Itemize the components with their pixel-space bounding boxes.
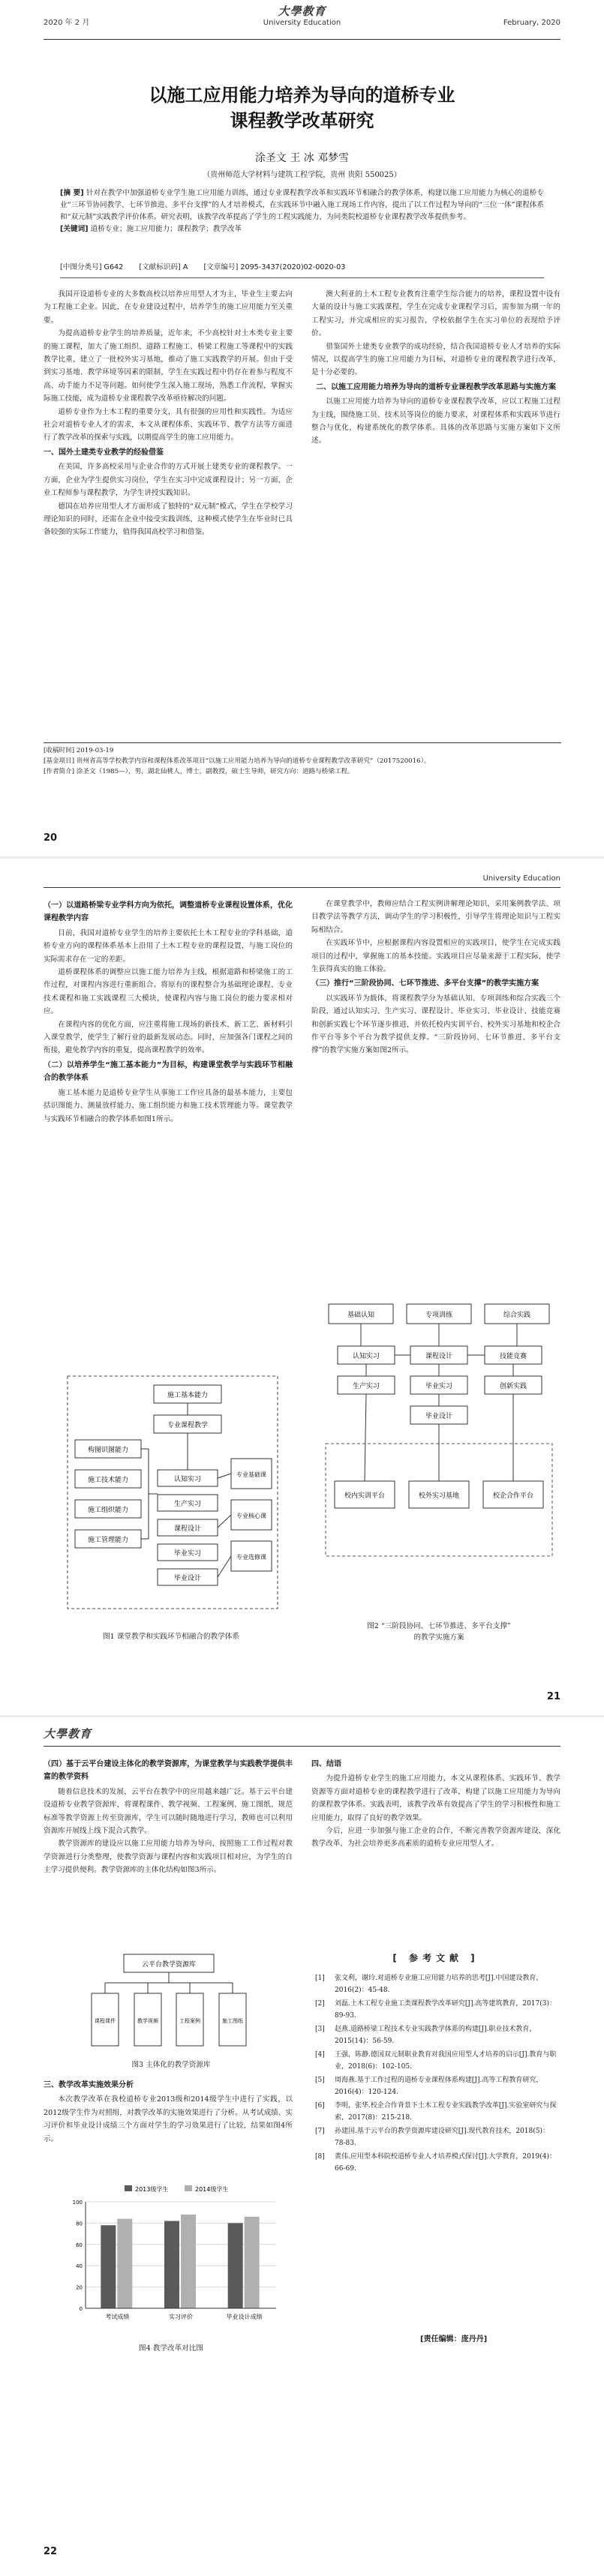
- reference-number: [7]: [315, 2128, 325, 2135]
- reference-number: [6]: [315, 2102, 325, 2110]
- x-axis-ticks: [105, 2313, 262, 2320]
- reference-item: [315, 1972, 559, 1996]
- reference-number: [1]: [315, 1975, 325, 1982]
- reference-item: [315, 2074, 559, 2098]
- references-list: [315, 1972, 559, 2176]
- body-paragraph: 在课堂教学中，教师应结合工程实例讲解理论知识，采用案例教学法、项目教学法等教学方法，调动学生的学习积极性，引导学生将理论知识与工程实际相结合。: [311, 900, 560, 934]
- fig2-mid-box: 毕业设计: [425, 1413, 453, 1420]
- body-paragraph: 为提升道桥专业学生的施工应用能力，本文从课程体系、实践环节、教学资源等方面对道桥专业的课程教学进行了改革，构建了以施工应用能力为导向的课程教学体系。实践表明，该教学改革有效提高了学生的学习积极性和施工应用能力，取得了良好的教学效果。: [311, 1774, 560, 1822]
- bar-2-1: [117, 2219, 132, 2308]
- body-paragraph: 以实践环节为载体，将课程教学分为基础认知、专项训练和综合实践三个阶段，通过认知实习、生产实习、课程设计、毕业实习、毕业设计、技能竞赛和创新实践七个环节逐步推进，并依托校内实训平台、校外实习基地和校企合作平台等多个平台为教学提供支撑。“三阶段协同、七环节推进、多平台支撑”的教学实施方案如图2所示。: [311, 994, 560, 1055]
- fig2-bottom-box: 校内实训平台: [344, 1492, 386, 1500]
- fig2-mid-box: 技能竞赛: [499, 1353, 527, 1360]
- reference-item: [315, 1998, 559, 2022]
- footnote-received: [收稿时间] 2019-03-19: [44, 747, 114, 754]
- bar-1-2: [164, 2221, 179, 2308]
- legend-label-2: 2014级学生: [195, 2186, 229, 2193]
- fig2-top-box: 综合实践: [503, 1312, 531, 1319]
- footnote-author: [作者简介] 涂圣文（1985—），男，湖北仙桃人，博士，副教授，硕士生导师，研究方向：道路与桥梁工程。: [44, 768, 354, 775]
- y-tick-label: 80: [76, 2221, 83, 2227]
- chart-legend: [125, 2185, 228, 2193]
- keywords-text: 道桥专业；施工应用能力；课程教学；教学改革: [90, 225, 242, 233]
- figure-1-diagram: [53, 1369, 293, 1624]
- body-left-column-mid: [44, 2077, 293, 2175]
- y-tick-label: 40: [76, 2263, 83, 2270]
- body-paragraph: 为提高道桥专业学生的培养质量，近年来，不少高校针对土木类专业主要的施工课程，加大了施工组织、道路工程施工、桥梁工程施工等课程中的实践教学比重，建立了一批校外实习基地，推动了施工实践教学的开展。但由于受到实习基地、教学环境等因素的限制，学生在实践过程中仍存在着参与程度不高、动手能力不足等问题。如何使学生深入施工现场，熟悉工作流程，掌握实际施工技能，成为道桥专业课程教学改革亟待解决的问题。: [44, 329, 293, 403]
- journal-page-20: [0, 0, 604, 859]
- bar-1-3: [228, 2223, 243, 2308]
- references-heading-text: 参考文献: [408, 1953, 463, 1963]
- reference-item: [315, 2100, 559, 2124]
- body-paragraph: 施工基本能力是道桥专业学生从事施工工作应具备的最基本能力，主要包括识图能力、测量放样能力、施工组织能力和施工技术管理能力等。课堂教学与实践环节相融合的教学体系如图1所示。: [44, 1088, 293, 1123]
- keywords-label: [关键词]: [60, 225, 89, 233]
- fig1-left-box: 施工组织能力: [87, 1507, 129, 1514]
- journal-logo: 大學教育: [278, 4, 326, 18]
- fig1-mid-box: 认知实习: [173, 1476, 202, 1483]
- abstract: [60, 187, 544, 235]
- fig3-box: 施工图纸: [222, 2018, 243, 2024]
- body-paragraph: 今后，应进一步加强与施工企业的合作，不断完善教学资源库建设，深化教学改革，为社会培养更多高素质的道桥专业应用型人才。: [311, 1827, 560, 1849]
- y-axis-ticks: [73, 2200, 83, 2312]
- reference-text: 周海燕.基于工作过程的道桥专业课程体系构建[J].高等工程教育研究，2016(4)：120-124.: [335, 2077, 543, 2096]
- fig1-right-box: 专业基础课: [236, 1471, 266, 1478]
- fig2-top-box: 基础认知: [347, 1312, 375, 1319]
- figure-1-caption: 图1 课堂教学和实践环节相融合的教学体系: [103, 1633, 239, 1641]
- figure-2-caption: [311, 1621, 566, 1643]
- fig1-mid-group: [158, 1470, 218, 1585]
- doc-code: [文献标识码] A: [139, 263, 188, 271]
- page-number: 21: [546, 1691, 560, 1702]
- fig1-mid-box: 课程设计: [173, 1525, 202, 1533]
- bar-1-1: [101, 2225, 116, 2308]
- subsection-heading-b: （二）以培养学生“施工基本能力”为目标，构建课堂教学与实践环节相融合的教学体系: [44, 1060, 293, 1083]
- fig2-top-row: [329, 1304, 549, 1324]
- body-left-column: [44, 288, 293, 738]
- body-paragraph: 以施工应用能力培养为导向的道桥专业课程教学改革，应以工程施工过程为主线，围绕施工员、技术员等岗位的能力要求，对课程体系和实践环节进行整合与优化，构建系统化的教学体系。具体的改革思路与实施方案如下文所述。: [311, 397, 560, 445]
- x-tick-label: 毕业设计成绩: [226, 2314, 263, 2320]
- fig1-mid-box: 毕业设计: [173, 1575, 202, 1582]
- reference-item: [315, 2023, 559, 2047]
- references-heading: [ 参考文献 ]: [392, 1953, 479, 1963]
- fig3-leaf-row: [92, 1993, 246, 2046]
- fig2-top-box: 专项训练: [425, 1312, 453, 1319]
- fig1-left-box: 施工技术能力: [87, 1477, 129, 1484]
- title-line-2: 课程教学改革研究: [230, 110, 374, 131]
- reference-text: 黄伟.应用型本科院校道桥专业人才培养模式探讨[J].大学教育，2019(4)：66-69.: [335, 2153, 557, 2173]
- fig1-right-group: [231, 1459, 272, 1571]
- body-paragraph: 教学资源库的建设应以施工应用能力培养为导向，按照施工工作过程对教学资源进行分类整理，使教学资源与课程内容和实践项目相对应，为学生的自主学习提供便利。教学资源库的主体化结构如图3所示。: [44, 1840, 293, 1875]
- journal-name-en: University Education: [482, 874, 560, 883]
- fig2-bottom-box: 校企合作平台: [492, 1492, 534, 1500]
- title-line-1: 以施工应用能力培养为导向的道桥专业: [149, 85, 455, 106]
- figure-2-caption-line-2: 的教学实施方案: [413, 1633, 464, 1642]
- bar-2-3: [245, 2217, 260, 2308]
- body-left-column-top: [44, 1756, 293, 1944]
- footnote: [44, 742, 561, 777]
- reference-item: [315, 2151, 559, 2175]
- body-paragraph: 澳大利亚的土木工程专业教育注重学生综合能力的培养，课程设置中设有大量的设计与施工实践课程，学生在完成专业课程学习后，需参加为期一年的工程实习，并完成相应的实习报告，学校依据学生在实习单位的表现给予评价。: [311, 290, 560, 338]
- fig2-mid-box: 毕业实习: [425, 1383, 453, 1390]
- reference-text: 李明，张华.校企合作背景下土木工程专业实践教学改革[J].实验室研究与探索，2017(8)：215-218.: [335, 2102, 557, 2122]
- reference-number: [5]: [315, 2077, 325, 2084]
- header-issue-en: February, 2020: [503, 19, 560, 27]
- y-tick-label: 100: [72, 2200, 83, 2206]
- page-header: [44, 866, 560, 884]
- article-title: [44, 82, 560, 133]
- body-right-column: [311, 898, 560, 1273]
- fig2-mid-box: 创新实践: [499, 1383, 527, 1390]
- reference-number: [4]: [315, 2051, 325, 2059]
- fig1-right-box: 专业选修课: [236, 1554, 266, 1561]
- reference-text: 赵燕.道路桥梁工程技术专业实践教学体系的构建[J].职业技术教育，2015(14)：56-59.: [335, 2026, 536, 2045]
- body-right-column: [311, 1756, 560, 1944]
- bar-chart: [59, 2181, 284, 2338]
- clc-number: [中图分类号] G642: [60, 263, 124, 271]
- article-authors: 涂圣文 王 冰 邓梦雪: [254, 152, 350, 164]
- body-paragraph: 借鉴国外土建类专业教学的成功经验，结合我国道桥专业人才培养的实际情况，以提高学生的施工应用能力为目标，对道桥专业的课程教学进行改革，是十分必要的。: [311, 342, 560, 377]
- figure-4-caption: 图4 教学改革对比图: [139, 2344, 203, 2353]
- fig2-mid-box: 生产实习: [352, 1383, 380, 1390]
- journal-name-en: University Education: [263, 19, 341, 27]
- section-heading-1: 一、国外土建类专业教学的经验借鉴: [44, 448, 164, 457]
- fig2-mid-box: 认知实习: [352, 1353, 380, 1360]
- abstract-label: [摘 要]: [60, 189, 84, 197]
- fig1-center-title: 施工基本能力: [167, 1392, 209, 1399]
- fig2-mid-column: [338, 1346, 542, 1424]
- body-right-column: [311, 288, 560, 738]
- fig3-connectors: [105, 1972, 233, 1993]
- fig2-bottom-box: 校外实习基地: [418, 1492, 460, 1500]
- footnote-fund: [基金项目] 贵州省高等学校教学内容和课程体系改革项目“以施工应用能力培养为导向的道桥专业课程教学改革研究”（2017520016）。: [44, 757, 431, 765]
- reference-text: 刘磊.土木工程专业施工类课程教学改革研究[J].高等建筑教育，2017(3)：89-93.: [335, 2000, 557, 2020]
- section-heading-2: 二、以施工应用能力培养为导向的道桥专业课程教学改革思路与实施方案: [316, 382, 556, 391]
- body-left-column: [44, 898, 293, 1355]
- y-tick-label: 0: [79, 2306, 83, 2312]
- journal-page-22: [0, 1717, 604, 2576]
- reference-number: [3]: [315, 2026, 325, 2033]
- legend-swatch-1: [125, 2185, 132, 2191]
- chart-bars: [101, 2215, 259, 2308]
- article-number: [文章编号] 2095-3437(2020)02-0020-03: [203, 263, 346, 271]
- page-number: 22: [44, 2546, 58, 2557]
- x-tick-label: 考试成绩: [105, 2314, 130, 2320]
- fig3-box: 工程案例: [179, 2018, 200, 2024]
- fig1-right-box: 专业核心课: [236, 1513, 266, 1519]
- reference-item: [315, 2049, 559, 2073]
- reference-number: [2]: [315, 2000, 325, 2008]
- journal-logo: 大學教育: [44, 1727, 92, 1741]
- body-paragraph: 德国在培养应用型人才方面形成了独特的“双元制”模式，学生在学校学习理论知识的同时，还需在企业中接受实践训练，这种模式使学生在毕业时已具备较强的实际工作能力，值得我国高校学习和借鉴。: [44, 502, 293, 537]
- page-header: [44, 1725, 560, 1743]
- body-paragraph: 随着信息技术的发展，云平台在教学中的应用越来越广泛。基于云平台建设道桥专业教学资源库，将课程课件、教学视频、工程案例、施工图纸、规范标准等教学资源上传至资源库，学生可以随时随地进行学习，教师也可以利用资源库开展线上线下混合式教学。: [44, 1787, 293, 1836]
- y-tick-label: 60: [76, 2242, 83, 2248]
- page-number: 20: [44, 832, 58, 844]
- reference-text: 孙建国.基于云平台的教学资源库建设研究[J].现代教育技术，2018(5)：78-83.: [335, 2128, 550, 2147]
- figure-1: [53, 1369, 293, 1624]
- figure-2-diagram: [315, 1294, 563, 1616]
- figure-2: [315, 1294, 563, 1616]
- bar-2-2: [181, 2215, 196, 2308]
- fig3-box: 教学视频: [137, 2018, 158, 2024]
- fig3-box: 课程课件: [95, 2018, 116, 2024]
- fig1-mid-top: 专业课程教学: [167, 1422, 209, 1429]
- header-rule: [44, 887, 560, 888]
- figure-4-chart: [59, 2181, 284, 2338]
- reference-text: 王强，陈静.德国双元制职业教育对我国应用型人才培养的启示[J].教育与职业，2018(6)：102-105.: [335, 2051, 557, 2071]
- reference-number: [8]: [315, 2153, 325, 2161]
- abstract-rule: [60, 277, 544, 278]
- header-rule: [44, 39, 560, 40]
- page-header: [44, 4, 560, 28]
- reference-item: [315, 2125, 559, 2149]
- fig3-top-box: 云平台教学资源库: [141, 1961, 197, 1969]
- abstract-text: 针对在教学中加强道桥专业学生施工应用能力训练，通过专业课程教学改革和实践环节相融合的教学体系，构建以施工应用能力为核心的道桥专业“三环节协同教学、七环节推进、多平台支撑”的人才培养模式，在实践环节中融入施工现场工作内容，提出了以工作过程为导向的“三位一体”课程体系和“双元制”实践教学评价体系。研究表明，该教学改革提高了学生的工程实践能力，为同类院校道桥专业课程教学改革提供参考。: [60, 189, 545, 221]
- subsection-heading-c: （三）推行“三阶段协同、七环节推进、多平台支撑”的教学实施方案: [311, 979, 539, 988]
- figure-2-caption-line-1: 图2 “三阶段协同、七环节推进、多平台支撑”: [367, 1622, 511, 1630]
- legend-swatch-2: [185, 2185, 192, 2191]
- legend-label-1: 2013级学生: [135, 2186, 169, 2193]
- body-paragraph: 目前，我国对道桥专业学生的培养主要依托土木工程专业的学科基础，道桥专业方向的课程体系基本上沿用了土木工程专业的课程设置，与施工岗位的实际需求存在一定的差距。: [44, 928, 293, 964]
- header-center: [44, 3, 560, 27]
- reference-text: 张文利，谢玲.对道桥专业施工应用能力培养的思考[J].中国建设教育，2016(2)：45-48.: [335, 1975, 543, 1994]
- article-meta: [60, 261, 544, 271]
- article-affiliation: （贵州师范大学材料与建筑工程学院，贵州 贵阳 550025）: [203, 171, 401, 179]
- figure-3-caption: 图3 主体化的教学资源库: [131, 2061, 211, 2069]
- figure-3-diagram: [83, 1950, 255, 2055]
- fig1-left-group: [75, 1440, 141, 1548]
- section-heading-4: 四、结语: [311, 1760, 341, 1768]
- body-paragraph: 道桥专业作为土木工程的重要分支，具有很强的应用性和实践性。为适应社会对道桥专业人才的需求，本文从课程体系、实践环节、教学方法等方面进行了教学改革的探索与实践，以期提高学生的施工应用能力。: [44, 407, 293, 442]
- y-tick-label: 20: [76, 2284, 83, 2291]
- figure-3: [83, 1950, 255, 2055]
- body-paragraph: 我国开设道桥专业的大多数高校以培养应用型人才为主，毕业生主要去向为工程施工企业。因此，在专业建设过程中，培养学生的施工应用能力至关重要。: [44, 290, 293, 325]
- subsection-heading-d: （四）基于云平台建设主体化的教学资源库，为课堂教学与实践教学提供丰富的教学资料: [44, 1760, 293, 1782]
- header-issue-cn: 2020 年 2 月: [44, 19, 90, 27]
- section-heading-3: 三、教学改革实施效果分析: [44, 2081, 134, 2089]
- body-paragraph: 道桥课程体系的调整应以施工能力培养为主线，根据道路和桥梁施工的工作过程，对课程内容进行重新组合。将原有的课程整合为基础理论课程、专业技术课程和施工实践课程三大模块，使课程内容与施工岗位的能力要求相对应。: [44, 968, 293, 1016]
- header-rule: [44, 1746, 560, 1747]
- fig2-mid-box: 课程设计: [425, 1353, 453, 1360]
- x-tick-label: 实习评价: [169, 2314, 193, 2320]
- body-paragraph: 在美国，许多高校采用与企业合作的方式开展土建类专业的课程教学。一方面，企业为学生提供实习岗位，学生在实习中完成课程设计；另一方面，企业工程师参与课程教学，为学生讲授实践知识。: [44, 463, 293, 498]
- fig1-left-box: 施工管理能力: [87, 1537, 129, 1544]
- body-paragraph: 在实践环节中，应根据课程内容设置相应的实践项目，使学生在完成实践项目的过程中，掌握施工的基本技能。实践项目应尽量来源于工程实际，使学生获得真实的施工体验。: [311, 939, 560, 974]
- fig1-mid-box: 生产实习: [173, 1501, 202, 1508]
- subsection-heading-a: （一）以道路桥梁专业学科方向为依托，调整道桥专业课程设置体系，优化课程教学内容: [44, 901, 293, 923]
- fig1-left-box: 构图识图能力: [87, 1447, 129, 1454]
- responsible-editor: [责任编辑：庞丹丹]: [420, 2335, 488, 2344]
- fig2-bottom-row: [335, 1481, 543, 1508]
- body-paragraph: 在课程内容的优化方面，应注重将施工现场的新技术、新工艺、新材料引入课堂教学，使学生了解行业的最新发展动态。同时，应加强各门课程之间的衔接，避免教学内容的重复，提高课程教学的效率。: [44, 1020, 293, 1055]
- fig1-mid-box: 毕业实习: [173, 1550, 202, 1558]
- body-paragraph: 本次教学改革在我校道桥专业2013级和2014级学生中进行了实践，以2012级学生作为对照组，对教学改革的实施效果进行了分析。从考试成绩、实习评价和毕业设计成绩三个方面对学生的学习效果进行了比较，结果如图4所示。: [44, 2095, 293, 2143]
- journal-page-21: [0, 859, 604, 1717]
